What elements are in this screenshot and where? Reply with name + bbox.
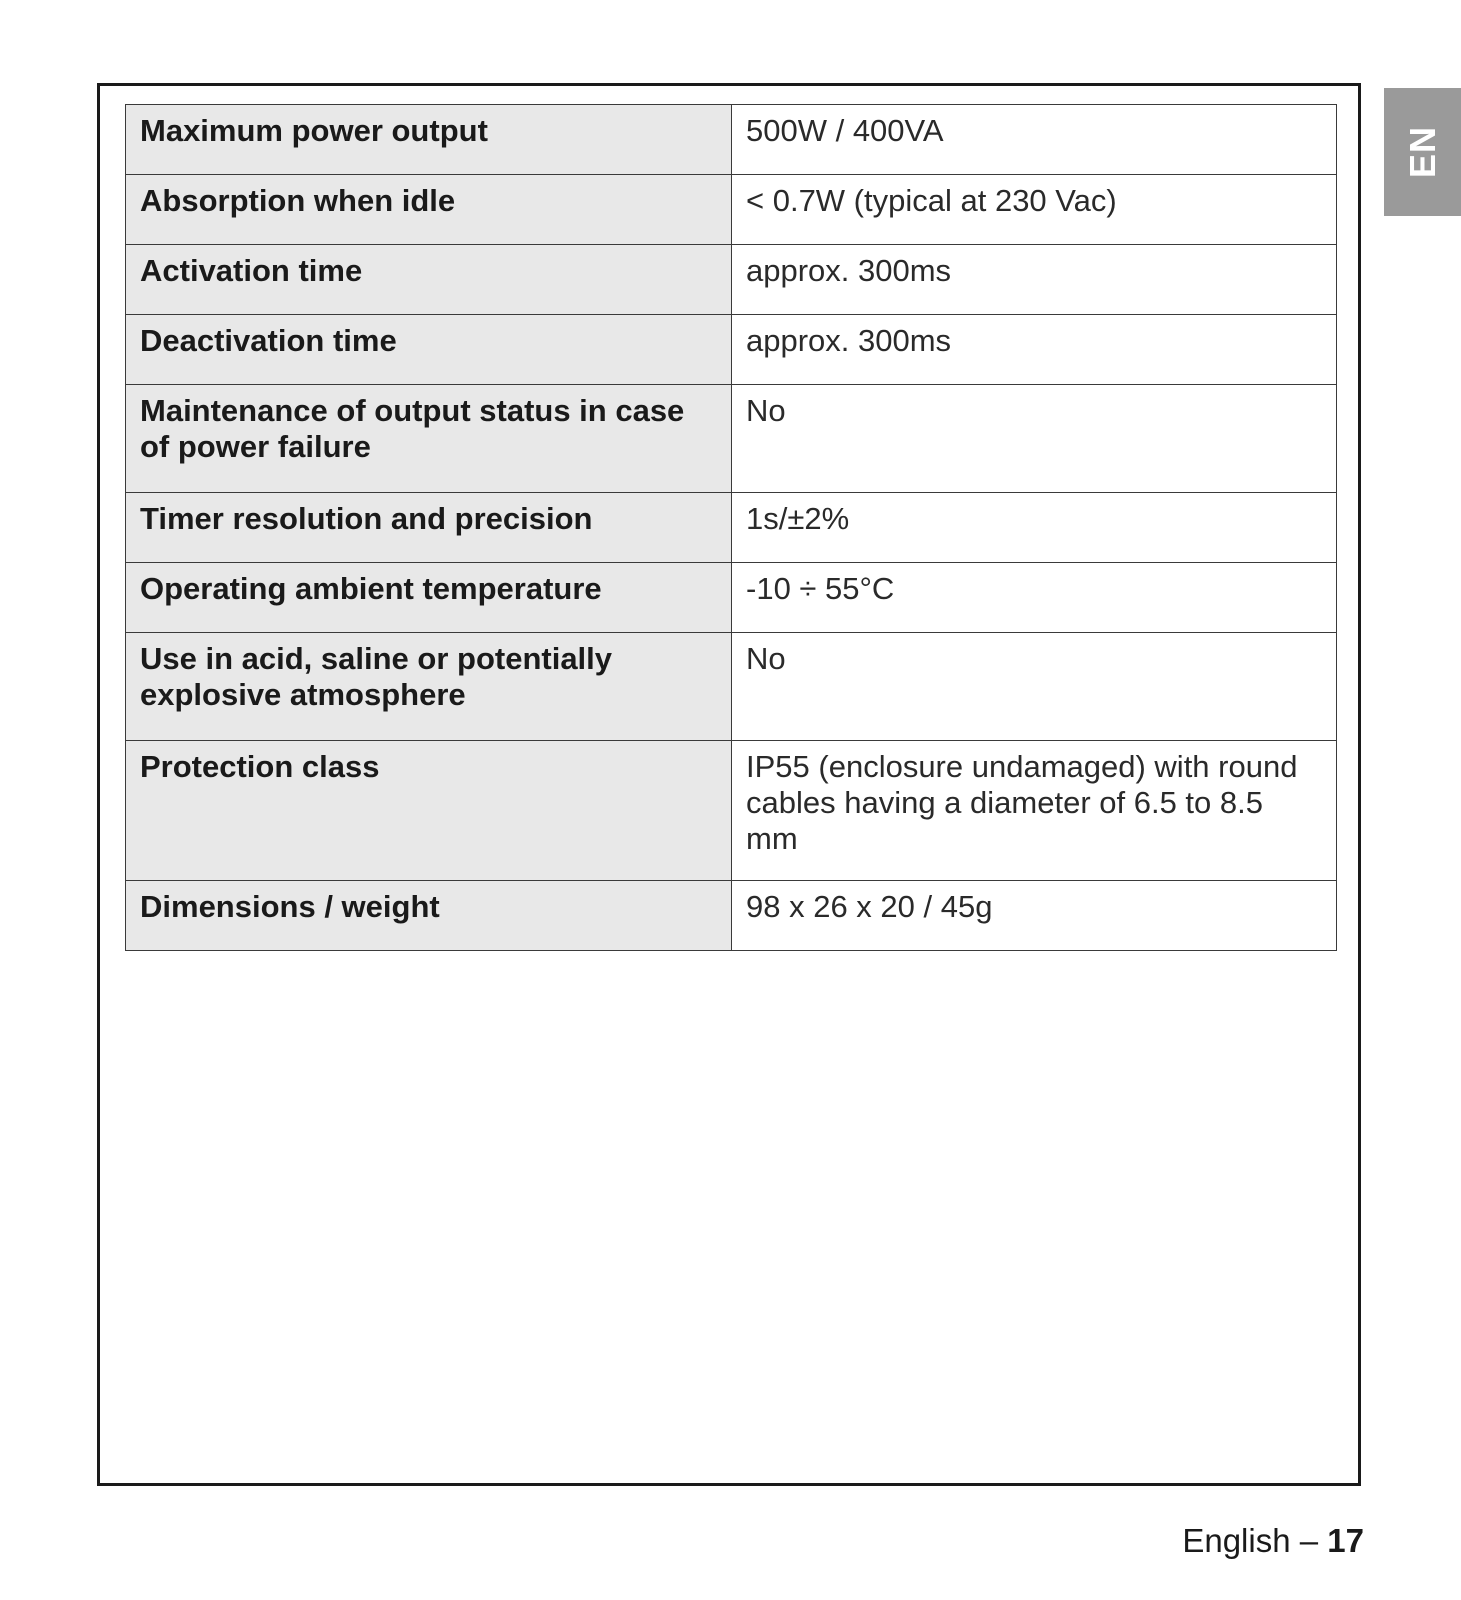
footer-language: English <box>1182 1522 1291 1559</box>
spec-value: 98 x 26 x 20 / 45g <box>732 881 1337 951</box>
table-row <box>126 741 1337 881</box>
table-row <box>126 105 1337 175</box>
spec-value: IP55 (enclosure undamaged) with round cables having a diameter of 6.5 to 8.5 mm <box>732 741 1337 881</box>
table-row <box>126 385 1337 493</box>
spec-label: Absorption when idle <box>126 175 732 245</box>
page-footer <box>1182 1522 1364 1560</box>
spec-label: Maintenance of output status in case of power failure <box>126 385 732 493</box>
footer-separator: – <box>1290 1522 1328 1559</box>
spec-value: -10 ÷ 55°C <box>732 563 1337 633</box>
spec-value: approx. 300ms <box>732 245 1337 315</box>
spec-value: 1s/±2% <box>732 493 1337 563</box>
table-row <box>126 881 1337 951</box>
spec-label: Operating ambient temperature <box>126 563 732 633</box>
spec-value: No <box>732 633 1337 741</box>
specifications-table <box>125 104 1337 951</box>
spec-value: 500W / 400VA <box>732 105 1337 175</box>
spec-value: < 0.7W (typical at 230 Vac) <box>732 175 1337 245</box>
spec-value: No <box>732 385 1337 493</box>
spec-label: Dimensions / weight <box>126 881 732 951</box>
table-row <box>126 175 1337 245</box>
language-tab <box>1384 88 1461 216</box>
spec-label: Activation time <box>126 245 732 315</box>
language-tab-label: EN <box>1401 125 1443 179</box>
spec-label: Timer resolution and precision <box>126 493 732 563</box>
spec-label: Maximum power output <box>126 105 732 175</box>
spec-label: Deactivation time <box>126 315 732 385</box>
table-row <box>126 633 1337 741</box>
table-row <box>126 315 1337 385</box>
page-number: 17 <box>1327 1522 1364 1559</box>
table-row <box>126 493 1337 563</box>
spec-label: Protection class <box>126 741 732 881</box>
spec-label: Use in acid, saline or potentially explosive atmosphere <box>126 633 732 741</box>
table-row <box>126 245 1337 315</box>
table-row <box>126 563 1337 633</box>
spec-value: approx. 300ms <box>732 315 1337 385</box>
